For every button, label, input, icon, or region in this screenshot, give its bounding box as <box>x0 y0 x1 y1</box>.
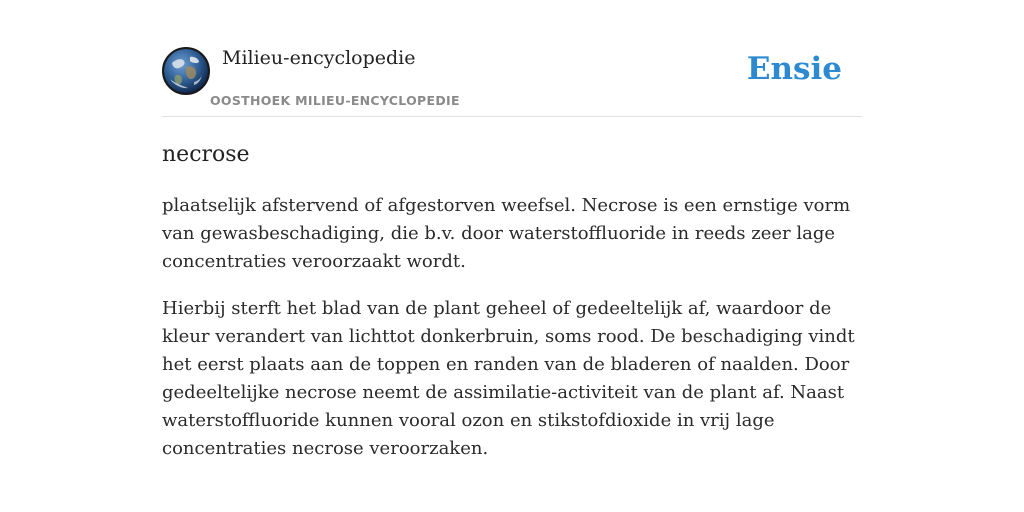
site-header <box>162 46 862 117</box>
paragraph: Hierbij sterft het blad van de plant geheel of gedeeltelijk af, waardoor de kleur verandert van lichttot donkerbruin, soms rood. De beschadiging vindt het eerst plaats aan de toppen en randen van de bladeren of naalden. Door gedeeltelijke necrose neemt de assimilatie-activiteit van de plant af. Naast waterstoffluoride kunnen vooral ozon en stikstofdioxide in vrij lage concentraties necrose veroorzaken. <box>162 298 855 459</box>
site-title[interactable]: Milieu-encyclopedie <box>222 47 416 69</box>
site-subtitle[interactable]: OOSTHOEK MILIEU-ENCYCLOPEDIE <box>210 93 460 108</box>
article-body <box>162 192 862 482</box>
paragraph: plaatselijk afstervend of afgestorven weefsel. Necrose is een ernstige vorm van gewasbeschadiging, die b.v. door waterstoffluoride in reeds zeer lage concentraties veroorzaakt wordt. <box>162 195 851 272</box>
page-title: necrose <box>162 142 250 167</box>
earth-globe-icon[interactable] <box>162 47 210 95</box>
brand-logo[interactable]: Ensie <box>746 51 842 87</box>
